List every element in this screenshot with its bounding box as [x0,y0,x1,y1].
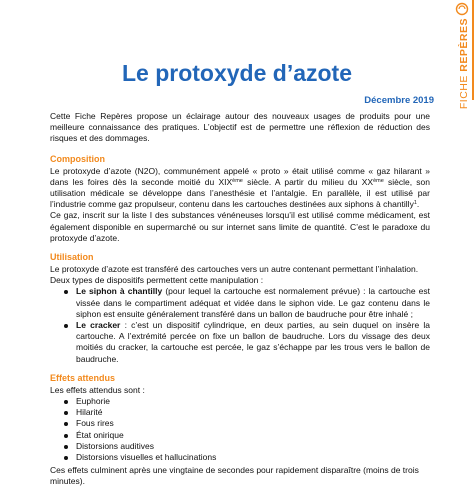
list-item: État onirique [66,430,430,441]
list-item [66,320,430,365]
page-title: Le protoxyde d’azote [121,60,353,86]
publication-date: Décembre 2019 [364,95,434,106]
device-term: Le cracker [76,320,121,331]
effects-list [50,396,430,463]
device-description: (pour lequel la cartouche est normalement prévue) : la cartouche est vissée dans le compartiment adéquat et vidée dans le siphon vide. Le gaz contenu dans le siphon est ensuite généralement transféré dans un ballon de baudruche pour être inhalé ; [76,286,430,319]
section-title-composition: Composition [50,153,105,164]
composition-text-c: siècle, son utilisation médicale se développe dans l’anesthésie et l’antalgie. En parallèle, il est utilisé par l’industrie comme gaz propulseur, contenu dans les cartouches destinées aux siphons à chantilly [50,176,431,210]
list-item: Hilarité [66,407,430,418]
utilisation-intro: Le protoxyde d’azote est transféré des cartouches vers un autre contenant permettant l’inhalation. Deux types de dispositifs permettent cette manipulation : [50,264,419,286]
effets-intro: Les effets attendus sont : [50,384,145,395]
composition-text-d: . [416,199,420,210]
effets-outro: Ces effets culminent après une vingtaine de secondes pour rapidement disparaître (moins de trois minutes). [50,465,419,487]
list-item: Distorsions visuelles et hallucinations [66,452,430,463]
section-title-utilisation: Utilisation [50,252,94,263]
list-item: Euphorie [66,396,430,407]
list-item: Fous rires [66,418,430,429]
composition-text-b: siècle. A partir du milieu du XX [242,176,374,187]
device-term: Le siphon à chantilly [76,286,163,297]
list-item: Distorsions auditives [66,441,430,452]
ofdt-logo-icon [455,2,469,16]
section-title-effets: Effets attendus [50,372,116,383]
device-description: : c’est un dispositif cylindrique, en deux parties, au sein duquel on insère la cartouche. A l’extrémité percée on fixe un ballon de baudruche. Lors du vissage des deux moitiés du cracker, la cartouche est percée, le gaz s’échappe par les trous vers le ballon de baudruche. [76,320,430,364]
device-list [50,286,430,364]
superscript-eme-1: ème [232,177,243,184]
composition-paragraph-1 [50,166,430,211]
superscript-eme-2: ème [373,177,384,184]
composition-paragraph-2: Ce gaz, inscrit sur la liste I des substances vénéneuses lorsqu’il est utilisé comme médicament, est également disponible en supermarché ou sur internet sans limite de quantité. C’est le paradoxe du protoxyde d’azote. [50,210,430,243]
tab-label-fiche: FICHE [458,75,470,110]
list-item [66,286,430,320]
footnote-ref-1: 1 [413,200,417,207]
composition-text-a: Le protoxyde d’azote (N2O), communément appelé « proto » était utilisé comme « gaz hilarant » dans les foires dès la seconde moitié du XIX [50,165,430,187]
tab-label-reperes: REPÈRES [458,18,470,72]
document-body [50,111,430,488]
intro-paragraph: Cette Fiche Repères propose un éclairage autour des nouveaux usages de produits pour une meilleure connaissance des pratiques. L’objectif est de permettre une réflexion de réduction des risques et des dommages. [50,111,430,144]
